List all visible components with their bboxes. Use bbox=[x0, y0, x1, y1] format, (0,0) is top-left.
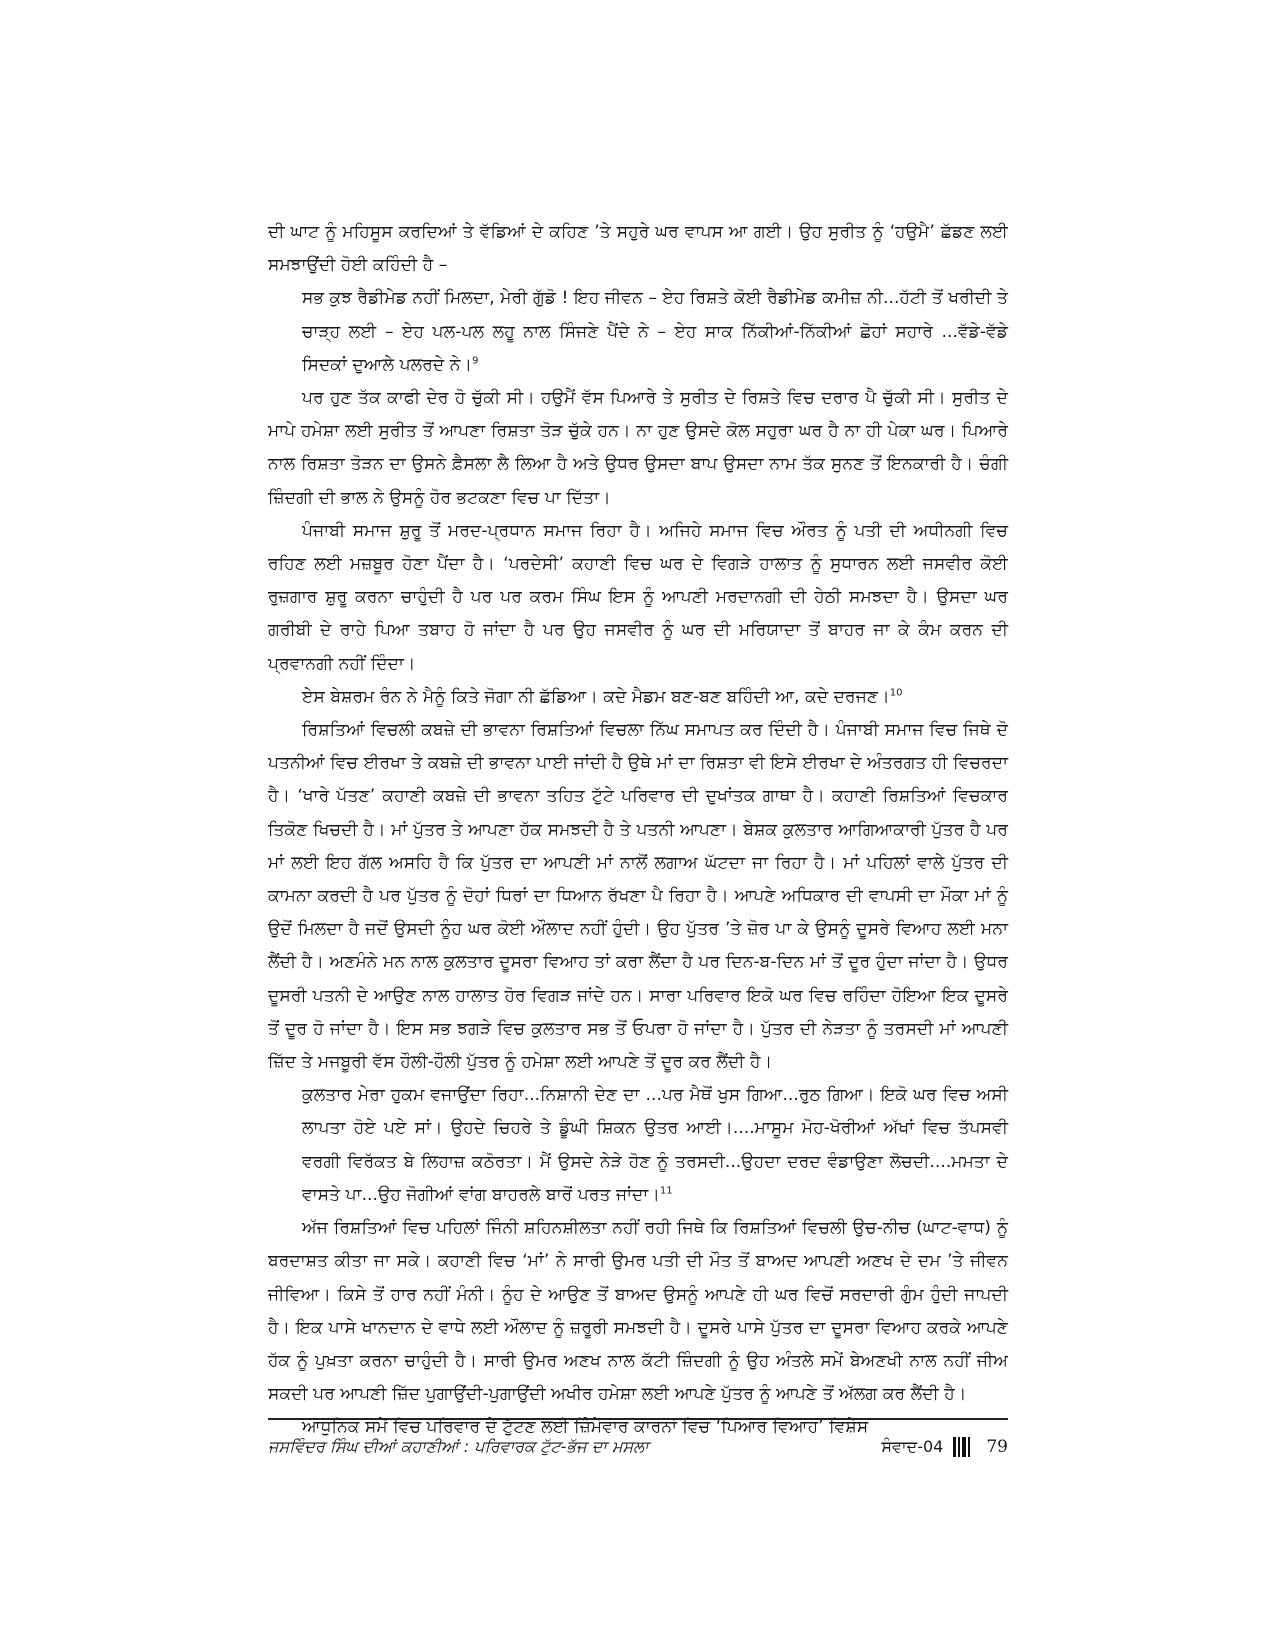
body-paragraph bbox=[268, 382, 1008, 515]
footer-right bbox=[881, 1432, 1008, 1462]
paragraph-text: ਸਭ ਕੁਝ ਰੈਡੀਮੇਡ ਨਹੀਂ ਮਿਲਦਾ, ਮੇਰੀ ਗੁੱਡੋ ! ਇਹ ਜੀਵਨ – ਏਹ ਰਿਸ਼ਤੇ ਕੋਈ ਰੈਡੀਮੇਡ ਕਮੀਜ਼ ਨੀ...ਹੱਟੀ ਤੋਂ ਖਰੀਦੀ ਤੇ ਚਾੜ੍ਹ ਲਈ – ਏਹ ਪਲ-ਪਲ ਲਹੂ ਨਾਲ ਸਿੰਜਣੇ ਪੈਂਦੇ ਨੇ – ਏਹ ਸਾਕ ਨਿੱਕੀਆਂ-ਨਿੱਕੀਆਂ ਛੋਹਾਂ ਸਹਾਰੇ ...ਵੱਡੇ-ਵੱਡੇ ਸਿਦਕਾਂ ਦੁਆਲੇ ਪਲਰਦੇ ਨੇ। bbox=[302, 288, 1008, 375]
body-paragraph bbox=[268, 714, 1008, 1079]
footer-divider bbox=[268, 1418, 1008, 1420]
block-quote bbox=[268, 282, 1008, 382]
footnote-marker: 9 bbox=[472, 355, 479, 367]
body-paragraph bbox=[268, 216, 1008, 282]
paragraph-text: ਰਿਸ਼ਤਿਆਂ ਵਿਚਲੀ ਕਬਜ਼ੇ ਦੀ ਭਾਵਨਾ ਰਿਸ਼ਤਿਆਂ ਵਿਚਲਾ ਨਿੱਘ ਸਮਾਪਤ ਕਰ ਦਿੰਦੀ ਹੈ। ਪੰਜਾਬੀ ਸਮਾਜ ਵਿਚ ਜਿਥੇ ਦੋ ਪਤਨੀਆਂ ਵਿਚ ਈਰਖਾ ਤੇ ਕਬਜ਼ੇ ਦੀ ਭਾਵਨਾ ਪਾਈ ਜਾਂਦੀ ਹੈ ਉਥੇ ਮਾਂ ਦਾ ਰਿਸ਼ਤਾ ਵੀ ਇਸੇ ਈਰਖਾ ਦੇ ਅੰਤਰਗਤ ਹੀ ਵਿਚਰਦਾ ਹੈ। ‘ਖਾਰੇ ਪੱਤਣ’ ਕਹਾਣੀ ਕਬਜ਼ੇ ਦੀ ਭਾਵਨਾ ਤਹਿਤ ਟੁੱਟੇ ਪਰਿਵਾਰ ਦੀ ਦੁਖਾਂਤਕ ਗਾਥਾ ਹੈ। ਕਹਾਣੀ ਰਿਸ਼ਤਿਆਂ ਵਿਚਕਾਰ ਤਿਕੋਣ ਖਿਚਦੀ ਹੈ। ਮਾਂ ਪੁੱਤਰ ਤੇ ਆਪਣਾ ਹੱਕ ਸਮਝਦੀ ਹੈ ਤੇ ਪਤਨੀ ਆਪਣਾ। ਬੇਸ਼ਕ ਕੁਲਤਾਰ ਆਗਿਆਕਾਰੀ ਪੁੱਤਰ ਹੈ ਪਰ ਮਾਂ ਲਈ ਇਹ ਗੱਲ ਅਸਹਿ ਹੈ ਕਿ ਪੁੱਤਰ ਦਾ ਆਪਣੀ ਮਾਂ ਨਾਲੋਂ ਲਗਾਅ ਘੱਟਦਾ ਜਾ ਰਿਹਾ ਹੈ। ਮਾਂ ਪਹਿਲਾਂ ਵਾਲੇ ਪੁੱਤਰ ਦੀ ਕਾਮਨਾ ਕਰਦੀ ਹੈ ਪਰ ਪੁੱਤਰ ਨੂੰ ਦੋਹਾਂ ਧਿਰਾਂ ਦਾ ਧਿਆਨ ਰੱਖਣਾ ਪੈ ਰਿਹਾ ਹੈ। ਆਪਣੇ ਅਧਿਕਾਰ ਦੀ ਵਾਪਸੀ ਦਾ ਮੌਕਾ ਮਾਂ ਨੂੰ ਉਦੋਂ ਮਿਲਦਾ ਹੈ ਜਦੋਂ ਉਸਦੀ ਨੂੰਹ ਘਰ ਕੋਈ ਔਲਾਦ ਨਹੀਂ ਹੁੰਦੀ। ਉਹ ਪੁੱਤਰ ’ਤੇ ਜ਼ੋਰ ਪਾ ਕੇ ਉਸਨੂੰ ਦੂਸਰੇ ਵਿਆਹ ਲਈ ਮਨਾ ਲੈਂਦੀ ਹੈ। ਅਣਮੰਨੇ ਮਨ ਨਾਲ ਕੁਲਤਾਰ ਦੂਸਰਾ ਵਿਆਹ ਤਾਂ ਕਰਾ ਲੈਂਦਾ ਹੈ ਪਰ ਦਿਨ-ਬ-ਦਿਨ ਮਾਂ ਤੋਂ ਦੂਰ ਹੁੰਦਾ ਜਾਂਦਾ ਹੈ। ਉਧਰ ਦੂਸਰੀ ਪਤਨੀ ਦੇ ਆਉਣ ਨਾਲ ਹਾਲਾਤ ਹੋਰ ਵਿਗੜ ਜਾਂਦੇ ਹਨ। ਸਾਰਾ ਪਰਿਵਾਰ ਇਕੋ ਘਰ ਵਿਚ ਰਹਿੰਦਾ ਹੋਇਆ ਇਕ ਦੂਸਰੇ ਤੋਂ ਦੂਰ ਹੋ ਜਾਂਦਾ ਹੈ। ਇਸ ਸਭ ਝਗੜੇ ਵਿਚ ਕੁਲਤਾਰ ਸਭ ਤੋਂ ਓਪਰਾ ਹੋ ਜਾਂਦਾ ਹੈ। ਪੁੱਤਰ ਦੀ ਨੇੜਤਾ ਨੂੰ ਤਰਸਦੀ ਮਾਂ ਆਪਣੀ ਜ਼ਿੱਦ ਤੇ ਮਜਬੂਰੀ ਵੱਸ ਹੌਲੀ-ਹੌਲੀ ਪੁੱਤਰ ਨੂੰ ਹਮੇਸ਼ਾ ਲਈ ਆਪਣੇ ਤੋਂ ਦੂਰ ਕਰ ਲੈਂਦੀ ਹੈ। bbox=[268, 720, 1008, 1073]
journal-name: ਸੰਵਾਦ-04 bbox=[881, 1437, 944, 1456]
page-number: 79 bbox=[986, 1437, 1008, 1457]
footnote-marker: 11 bbox=[659, 1185, 673, 1197]
page-body bbox=[268, 216, 1008, 1445]
paragraph-text: ਕੁਲਤਾਰ ਮੇਰਾ ਹੁਕਮ ਵਜਾਉਂਦਾ ਰਿਹਾ...ਨਿਸ਼ਾਨੀ ਦੇਣ ਦਾ ...ਪਰ ਮੈਥੋਂ ਖੁਸ ਗਿਆ...ਰੁਠ ਗਿਆ। ਇਕੋ ਘਰ ਵਿਚ ਅਸੀ ਲਾਪਤਾ ਹੋਏ ਪਏ ਸਾਂ। ਉਹਦੇ ਚਿਹਰੇ ਤੇ ਡੂੰਘੀ ਸ਼ਿਕਨ ਉਤਰ ਆਈ।....ਮਾਸੂਮ ਮੋਹ-ਖੋਰੀਆਂ ਅੱਖਾਂ ਵਿਚ ਤੱਪਸਵੀ ਵਰਗੀ ਵਿਰੱਕਤ ਬੇ ਲਿਹਾਜ਼ ਕਠੋਰਤਾ। ਮੈਂ ਉਸਦੇ ਨੇੜੇ ਹੋਣ ਨੂੰ ਤਰਸਦੀ...ਉਹਦਾ ਦਰਦ ਵੰਡਾਉਣਾ ਲੋਚਦੀ....ਮਮਤਾ ਦੇ ਵਾਸਤੇ ਪਾ...ਉਹ ਜੋਗੀਆਂ ਵਾਂਗ ਬਾਹਰਲੇ ਬਾਰੋਂ ਪਰਤ ਜਾਂਦਾ। bbox=[302, 1085, 1008, 1205]
body-paragraph bbox=[268, 515, 1008, 681]
running-title: ਜਸਵਿੰਦਰ ਸਿੰਘ ਦੀਆਂ ਕਹਾਣੀਆਂ : ਪਰਿਵਾਰਕ ਟੁੱਟ-ਭੱਜ ਦਾ ਮਸਲਾ bbox=[268, 1437, 649, 1456]
page-footer bbox=[268, 1432, 1008, 1462]
paragraph-text: ਏਸ ਬੇਸ਼ਰਮ ਰੰਨ ਨੇ ਮੈਨੂੰ ਕਿਤੇ ਜੋਗਾ ਨੀ ਛੱਡਿਆ। ਕਦੇ ਮੈਡਮ ਬਣ-ਬਣ ਬਹਿੰਦੀ ਆ, ਕਦੇ ਦਰਜਣ। bbox=[302, 686, 890, 707]
footnote-marker: 10 bbox=[889, 687, 903, 699]
paragraph-text: ਦੀ ਘਾਟ ਨੂੰ ਮਹਿਸੂਸ ਕਰਦਿਆਂ ਤੇ ਵੱਡਿਆਂ ਦੇ ਕਹਿਣ ’ਤੇ ਸਹੁਰੇ ਘਰ ਵਾਪਸ ਆ ਗਈ। ਉਹ ਸੁਰੀਤ ਨੂੰ ‘ਹਉਮੈ’ ਛੱਡਣ ਲਈ ਸਮਝਾਉਂਦੀ ਹੋਈ ਕਹਿੰਦੀ ਹੈ – bbox=[268, 222, 1008, 276]
paragraph-text: ਪਰ ਹੁਣ ਤੱਕ ਕਾਫੀ ਦੇਰ ਹੋ ਚੁੱਕੀ ਸੀ। ਹਉਮੈਂ ਵੱਸ ਪਿਆਰੇ ਤੇ ਸੁਰੀਤ ਦੇ ਰਿਸ਼ਤੇ ਵਿਚ ਦਰਾਰ ਪੈ ਚੁੱਕੀ ਸੀ। ਸੁਰੀਤ ਦੇ ਮਾਪੇ ਹਮੇਸ਼ਾ ਲਈ ਸੁਰੀਤ ਤੋਂ ਆਪਣਾ ਰਿਸ਼ਤਾ ਤੋੜ ਚੁੱਕੇ ਹਨ। ਨਾ ਹੁਣ ਉਸਦੇ ਕੋਲ ਸਹੁਰਾ ਘਰ ਹੈ ਨਾ ਹੀ ਪੇਕਾ ਘਰ। ਪਿਆਰੇ ਨਾਲ ਰਿਸ਼ਤਾ ਤੋੜਨ ਦਾ ਉਸਨੇ ਫ਼ੈਸਲਾ ਲੈ ਲਿਆ ਹੈ ਅਤੇ ਉਧਰ ਉਸਦਾ ਬਾਪ ਉਸਦਾ ਨਾਮ ਤੱਕ ਸੁਨਣ ਤੋਂ ਇਨਕਾਰੀ ਹੈ। ਚੰਗੀ ਜ਼ਿੰਦਗੀ ਦੀ ਭਾਲ ਨੇ ਉਸਨੂੰ ਹੋਰ ਭਟਕਣਾ ਵਿਚ ਪਾ ਦਿੱਤਾ। bbox=[268, 388, 1008, 508]
body-paragraph bbox=[268, 681, 1008, 714]
paragraph-text: ਪੰਜਾਬੀ ਸਮਾਜ ਸ਼ੁਰੂ ਤੋਂ ਮਰਦ-ਪ੍ਰਧਾਨ ਸਮਾਜ ਰਿਹਾ ਹੈ। ਅਜਿਹੇ ਸਮਾਜ ਵਿਚ ਔਰਤ ਨੂੰ ਪਤੀ ਦੀ ਅਧੀਨਗੀ ਵਿਚ ਰਹਿਣ ਲਈ ਮਜ਼ਬੂਰ ਹੋਣਾ ਪੈਂਦਾ ਹੈ। ‘ਪਰਦੇਸੀ’ ਕਹਾਣੀ ਵਿਚ ਘਰ ਦੇ ਵਿਗੜੇ ਹਾਲਾਤ ਨੂੰ ਸੁਧਾਰਨ ਲਈ ਜਸਵੀਰ ਕੋਈ ਰੁਜ਼ਗਾਰ ਸ਼ੁਰੂ ਕਰਨਾ ਚਾਹੁੰਦੀ ਹੈ ਪਰ ਪਰ ਕਰਮ ਸਿੰਘ ਇਸ ਨੂੰ ਆਪਣੀ ਮਰਦਾਨਗੀ ਦੀ ਹੇਠੀ ਸਮਝਦਾ ਹੈ। ਉਸਦਾ ਘਰ ਗਰੀਬੀ ਦੇ ਰਾਹੇ ਪਿਆ ਤਬਾਹ ਹੋ ਜਾਂਦਾ ਹੈ ਪਰ ਉਹ ਜਸਵੀਰ ਨੂੰ ਘਰ ਦੀ ਮਰਿਯਾਦਾ ਤੋਂ ਬਾਹਰ ਜਾ ਕੇ ਕੰਮ ਕਰਨ ਦੀ ਪ੍ਰਵਾਨਗੀ ਨਹੀਂ ਦਿੰਦਾ। bbox=[268, 520, 1008, 674]
paragraph-text: ਆਧੁਨਿਕ ਸਮੇਂ ਵਿਚ ਪਰਿਵਾਰ ਦੇ ਟੁੱਟਣ ਲਈ ਜ਼ਿੰਮੇਵਾਰ ਕਾਰਨਾਂ ਵਿਚ ‘ਪਿਆਰ ਵਿਆਹ’ ਵਿਸ਼ੇਸ bbox=[302, 1417, 869, 1438]
body-paragraph bbox=[268, 1212, 1008, 1411]
barcode-icon bbox=[953, 1437, 970, 1457]
block-quote bbox=[268, 1079, 1008, 1212]
paragraph-text: ਅੱਜ ਰਿਸ਼ਤਿਆਂ ਵਿਚ ਪਹਿਲਾਂ ਜਿੰਨੀ ਸ਼ਹਿਨਸ਼ੀਲਤਾ ਨਹੀਂ ਰਹੀ ਜਿਥੇ ਕਿ ਰਿਸ਼ਤਿਆਂ ਵਿਚਲੀ ਉਚ-ਨੀਚ (ਘਾਟ-ਵਾਧ) ਨੂੰ ਬਰਦਾਸ਼ਤ ਕੀਤਾ ਜਾ ਸਕੇ। ਕਹਾਣੀ ਵਿਚ ‘ਮਾਂ’ ਨੇ ਸਾਰੀ ਉਮਰ ਪਤੀ ਦੀ ਮੌਤ ਤੋਂ ਬਾਅਦ ਆਪਣੀ ਅਣਖ ਦੇ ਦਮ ’ਤੇ ਜੀਵਨ ਜੀਵਿਆ। ਕਿਸੇ ਤੋਂ ਹਾਰ ਨਹੀਂ ਮੰਨੀ। ਨੂੰਹ ਦੇ ਆਉਣ ਤੋਂ ਬਾਅਦ ਉਸਨੂੰ ਆਪਣੇ ਹੀ ਘਰ ਵਿਚੋਂ ਸਰਦਾਰੀ ਗੁੰਮ ਹੁੰਦੀ ਜਾਪਦੀ ਹੈ। ਇਕ ਪਾਸੇ ਖਾਨਦਾਨ ਦੇ ਵਾਧੇ ਲਈ ਔਲਾਦ ਨੂੰ ਜ਼ਰੂਰੀ ਸਮਝਦੀ ਹੈ। ਦੂਸਰੇ ਪਾਸੇ ਪੁੱਤਰ ਦਾ ਦੂਸਰਾ ਵਿਆਹ ਕਰਕੇ ਆਪਣੇ ਹੱਕ ਨੂੰ ਪੁਖ਼ਤਾ ਕਰਨਾ ਚਾਹੁੰਦੀ ਹੈ। ਸਾਰੀ ਉਮਰ ਅਣਖ ਨਾਲ ਕੱਟੀ ਜ਼ਿੰਦਗੀ ਨੂੰ ਉਹ ਅੰਤਲੇ ਸਮੇਂ ਬੇਅਣਖੀ ਨਾਲ ਨਹੀਂ ਜੀਅ ਸਕਦੀ ਪਰ ਆਪਣੀ ਜ਼ਿੱਦ ਪੁਗਾਉਂਦੀ-ਪੁਗਾਉਂਦੀ ਅਖੀਰ ਹਮੇਸ਼ਾ ਲਈ ਆਪਣੇ ਪੁੱਤਰ ਨੂੰ ਆਪਣੇ ਤੋਂ ਅੱਲਗ ਕਰ ਲੈਂਦੀ ਹੈ। bbox=[268, 1218, 1008, 1405]
